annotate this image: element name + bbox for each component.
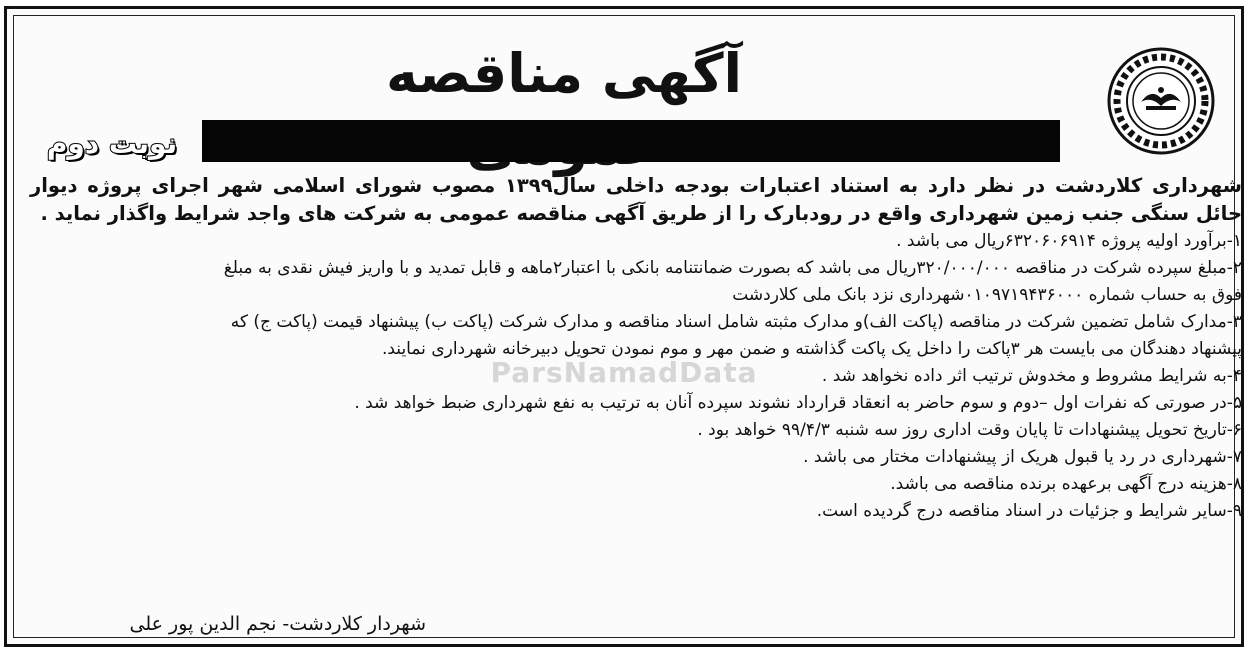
notice-frame: [13, 15, 1242, 638]
clause-3: ۳-مدارک شامل تضمین شرکت در مناقصه (پاکت الف)و مدارک مثبته شامل اسناد مناقصه و مدارک شرکت (پاکت ب) پیشنهاد قیمت (پاکت ج) که: [230, 312, 1242, 332]
clause-5: ۵-در صورتی که نفرات اول –دوم و سوم حاضر به انعقاد قرارداد نشوند سپرده آنان به ترتیب به نفع شهرداری ضبط خواهد شد .: [354, 393, 1242, 413]
clause-2-continued: فوق به حساب شماره ۰۱۰۹۷۱۹۴۳۶۰۰۰شهرداری نزد بانک ملی کلاردشت: [732, 285, 1242, 305]
clause-4: ۴-به شرایط مشروط و مخدوش ترتیب اثر داده نخواهد شد .: [821, 366, 1242, 386]
clause-9: ۹-سایر شرایط و جزئیات در اسناد مناقصه درج گردیده است.: [816, 501, 1242, 521]
clause-8: ۸-هزینه درج آگهی برعهده برنده مناقصه می باشد.: [890, 474, 1242, 494]
signature: شهردار کلاردشت- نجم الدین پور علی: [129, 613, 426, 635]
clause-6: ۶-تاریخ تحویل پیشنهادات تا پایان وقت اداری روز سه شنبه ۹۹/۴/۳ خواهد بود .: [697, 420, 1242, 440]
notice-body: [30, 172, 1242, 525]
clause-1: ۱-برآورد اولیه پروژه ۶۳۲۰۶۰۶۹۱۴ریال می باشد .: [896, 231, 1242, 251]
municipality-emblem-icon: [1106, 46, 1216, 156]
clause-3-continued: پیشنهاد دهندگان می بایست هر ۳پاکت را داخل یک پاکت گذاشته و ضمن مهر و موم نمودن تحویل دبیرخانه شهرداری نمایند.: [381, 339, 1242, 359]
intro-paragraph: شهرداری کلاردشت در نظر دارد به استناد اعتبارات بودجه داخلی سال۱۳۹۹ مصوب شورای اسلامی شهر اجرای پروژه دیوار حائل سنگی جنب زمین شهرداری واقع در رودبارک را از طریق آگهی مناقصه عمومی به شرکت های واجد شرایط واگذار نماید .: [30, 174, 1242, 225]
watermark: ParsNamadData: [490, 356, 758, 389]
redaction-bar: [202, 120, 1060, 162]
notice-title: آگهی مناقصه: [385, 42, 743, 105]
clause-7: ۷-شهرداری در رد یا قبول هریک از پیشنهادات مختار می باشد .: [803, 447, 1242, 467]
clause-2: ۲-مبلغ سپرده شرکت در مناقصه ۳۲۰/۰۰۰/۰۰۰ریال می باشد که بصورت ضمانتنامه بانکی با اعتبار۲ماهه و قابل تمدید و با واریز فیش نقدی به مبلغ: [223, 258, 1242, 278]
tender-notice: [4, 6, 1244, 647]
round-badge: نوبت دوم: [46, 127, 178, 160]
